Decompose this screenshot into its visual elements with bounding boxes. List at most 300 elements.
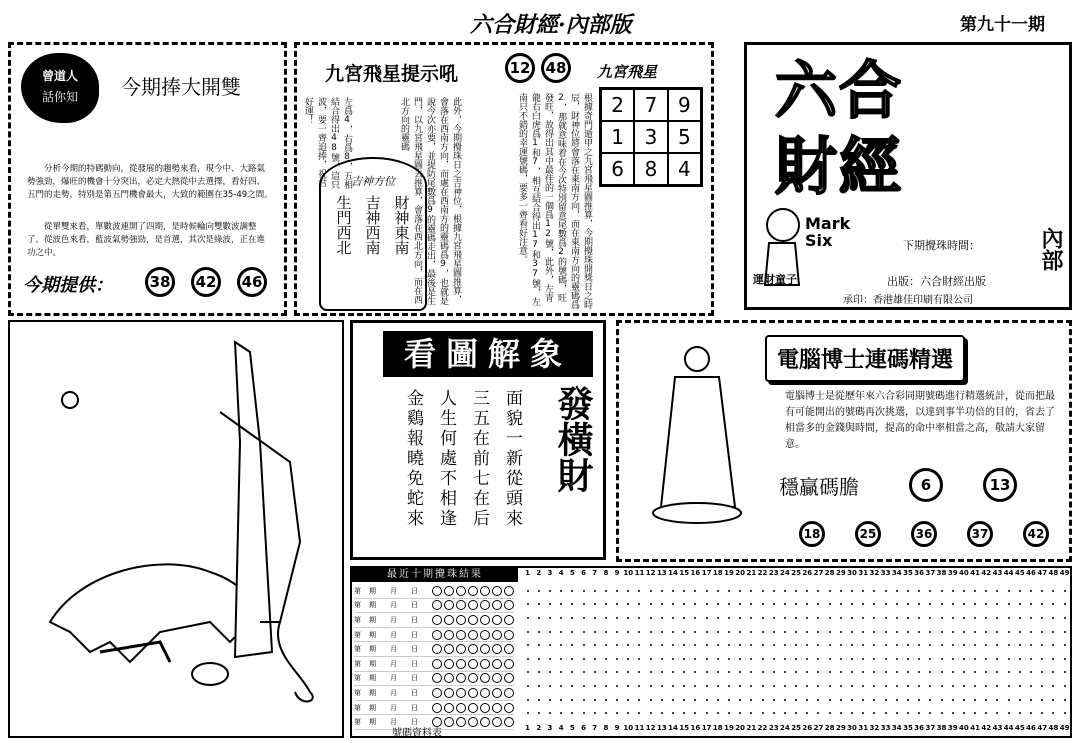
number-column-label: 12 <box>645 724 656 732</box>
row-column-label: 月 <box>390 659 397 668</box>
grid-dot <box>589 617 600 619</box>
grid-dot <box>1059 631 1070 633</box>
grid-dot-mark <box>627 685 629 687</box>
number-column-label: 42 <box>981 724 992 732</box>
row-column-label: 期 <box>369 601 376 610</box>
grid-dot <box>600 617 611 619</box>
grid-dot <box>623 699 634 701</box>
grid-dot <box>981 603 992 605</box>
grid-dot-mark <box>762 590 764 592</box>
number-ball: 13 <box>983 468 1017 502</box>
grid-dot-mark <box>795 617 797 619</box>
panel-riddle <box>350 320 606 560</box>
grid-dot <box>712 631 723 633</box>
grid-dot-mark <box>638 603 640 605</box>
grid-dot-mark <box>739 617 741 619</box>
empty-ball-circle <box>456 659 466 669</box>
grid-dot <box>824 603 835 605</box>
grid-dot-mark <box>996 644 998 646</box>
grid-dot <box>623 685 634 687</box>
number-column-label: 43 <box>992 569 1003 577</box>
grid-dot <box>1059 671 1070 673</box>
grid-dot-mark <box>806 603 808 605</box>
grid-dot-mark <box>941 712 943 714</box>
grid-dot <box>1048 590 1059 592</box>
number-column-label: 8 <box>603 569 609 577</box>
grid-dot <box>902 590 913 592</box>
grid-dot <box>936 658 947 660</box>
grid-dot-mark <box>650 590 652 592</box>
grid-dot <box>634 658 645 660</box>
grid-dot-mark <box>594 631 596 633</box>
empty-ball-circle <box>456 703 466 713</box>
grid-dot <box>902 603 913 605</box>
grid-dot <box>623 644 634 646</box>
grid-dot <box>723 671 734 673</box>
grid-dot-mark <box>907 685 909 687</box>
empty-ball-circle <box>492 586 502 596</box>
number-column-label: 15 <box>679 724 690 732</box>
grid-dot-mark <box>527 658 529 660</box>
grid-dot <box>869 644 880 646</box>
grid-dot-mark <box>885 617 887 619</box>
grid-dot <box>712 590 723 592</box>
number-column-label: 35 <box>903 724 913 732</box>
grid-cell: 7 <box>634 89 667 121</box>
grid-dot <box>1037 685 1048 687</box>
row-column-label: 期 <box>369 674 376 683</box>
number-column-label: 35 <box>903 569 913 577</box>
grid-dot <box>902 617 913 619</box>
row-label: 第 <box>354 674 361 683</box>
grid-dot <box>567 658 578 660</box>
grid-dot-mark <box>728 590 730 592</box>
number-column-label: 11 <box>634 724 645 732</box>
grid-dot-mark <box>885 699 887 701</box>
grid-dot <box>746 644 757 646</box>
grid-dot-mark <box>896 590 898 592</box>
grid-dot-mark <box>795 603 797 605</box>
grid-dot <box>992 603 1003 605</box>
grid-dot <box>1037 699 1048 701</box>
grid-dot-mark <box>773 699 775 701</box>
grid-dot <box>544 658 555 660</box>
grid-dot <box>858 685 869 687</box>
grid-dot-mark <box>605 603 607 605</box>
grid-dot-mark <box>638 631 640 633</box>
grid-dot <box>645 617 656 619</box>
grid-dot-mark <box>963 699 965 701</box>
grid-dot-mark <box>571 685 573 687</box>
row-column-label: 月 <box>390 718 397 727</box>
grid-dot-mark <box>829 631 831 633</box>
grid-dot-mark <box>974 644 976 646</box>
grid-dot <box>600 658 611 660</box>
grid-dot-mark <box>583 631 585 633</box>
grid-dot <box>589 603 600 605</box>
grid-dot <box>701 685 712 687</box>
grid-dot <box>802 699 813 701</box>
grid-dot <box>533 712 544 714</box>
grid-dot <box>858 671 869 673</box>
grid-dot <box>914 617 925 619</box>
grid-dot <box>779 644 790 646</box>
grid-dot-mark <box>963 671 965 673</box>
grid-dot <box>880 631 891 633</box>
grid-dot-mark <box>918 617 920 619</box>
row-column-label: 月 <box>390 703 397 712</box>
grid-dot-mark <box>907 699 909 701</box>
grid-dot <box>600 644 611 646</box>
grid-dot <box>914 685 925 687</box>
grid-dot <box>701 590 712 592</box>
grid-dot-mark <box>952 685 954 687</box>
grid-dot-mark <box>683 590 685 592</box>
empty-ball-circle <box>444 600 454 610</box>
grid-dot <box>712 685 723 687</box>
ball-circles <box>432 688 514 698</box>
grid-dot-mark <box>974 590 976 592</box>
grid-dot <box>858 631 869 633</box>
empty-ball-circle <box>492 703 502 713</box>
grid-dot <box>1037 658 1048 660</box>
grid-dot <box>925 631 936 633</box>
number-column-label: 49 <box>1059 724 1070 732</box>
grid-dot <box>567 631 578 633</box>
grid-dot-mark <box>762 685 764 687</box>
grid-dot-mark <box>907 603 909 605</box>
grid-dot <box>757 658 768 660</box>
grid-dot-mark <box>1064 603 1066 605</box>
grid-dot-mark <box>1008 590 1010 592</box>
grid-dot-mark <box>817 658 819 660</box>
grid-dot-mark <box>650 671 652 673</box>
riddle-verse: 金鷄報曉免蛇來 <box>403 389 423 529</box>
grid-dot-mark <box>862 590 864 592</box>
grid-row <box>522 666 1070 680</box>
grid-dot <box>567 603 578 605</box>
grid-dot-mark <box>1030 712 1032 714</box>
grid-dot-mark <box>885 658 887 660</box>
grid-dot <box>768 603 779 605</box>
steady-label: 穩贏碼膽 <box>779 475 859 499</box>
grid-dot <box>544 617 555 619</box>
table-row <box>354 686 514 701</box>
number-column-label: 6 <box>581 724 586 732</box>
grid-dot <box>735 617 746 619</box>
grid-dot <box>880 699 891 701</box>
grid-dot <box>612 685 623 687</box>
grid-dot-mark <box>985 631 987 633</box>
provide-balls <box>145 267 267 297</box>
grid-dot-mark <box>873 712 875 714</box>
grid-dot-mark <box>885 685 887 687</box>
grid-dot-mark <box>706 617 708 619</box>
grid-dot <box>712 658 723 660</box>
grid-dot-mark <box>527 590 529 592</box>
grid-dot-mark <box>873 617 875 619</box>
grid-dot-mark <box>1019 644 1021 646</box>
grid-dot-mark <box>571 712 573 714</box>
row-column-label: 月 <box>390 601 397 610</box>
grid-dot <box>634 671 645 673</box>
empty-ball-circle <box>504 688 514 698</box>
grid-dot-mark <box>739 631 741 633</box>
grid-dot-mark <box>941 590 943 592</box>
grid-dot-mark <box>862 631 864 633</box>
grid-dot <box>533 658 544 660</box>
grid-dot <box>958 590 969 592</box>
grid-dot <box>544 712 555 714</box>
grid-dot-mark <box>1030 658 1032 660</box>
empty-ball-circle <box>468 615 478 625</box>
grid-dot-mark <box>1030 590 1032 592</box>
grid-dot-mark <box>1019 603 1021 605</box>
grid-dot <box>1025 712 1036 714</box>
grid-dot-mark <box>650 644 652 646</box>
number-column-label: 34 <box>891 724 902 732</box>
empty-ball-circle <box>444 673 454 683</box>
grid-dot-mark <box>963 631 965 633</box>
number-column-label: 47 <box>1037 724 1048 732</box>
grid-dot-mark <box>661 644 663 646</box>
grid-dot-mark <box>1019 712 1021 714</box>
empty-ball-circle <box>504 630 514 640</box>
grid-dot-mark <box>829 712 831 714</box>
grid-dot-mark <box>750 658 752 660</box>
grid-dot-mark <box>1052 617 1054 619</box>
grid-dot <box>981 712 992 714</box>
grid-dot <box>902 685 913 687</box>
number-column-label: 46 <box>1026 724 1036 732</box>
grid-dot-mark <box>963 644 965 646</box>
grid-dot <box>1003 658 1014 660</box>
grid-dot-mark <box>1064 658 1066 660</box>
grid-dot <box>634 644 645 646</box>
grid-dot <box>958 658 969 660</box>
grid-dot <box>835 712 846 714</box>
grid-dot <box>791 590 802 592</box>
grid-dot <box>522 617 533 619</box>
grid-dot <box>936 631 947 633</box>
grid-cell: 6 <box>601 153 634 185</box>
grid-dot-mark <box>829 658 831 660</box>
number-column-label: 27 <box>813 724 824 732</box>
grid-dot-mark <box>795 671 797 673</box>
number-ball: 36 <box>911 521 937 547</box>
grid-dot <box>1014 685 1025 687</box>
grid-dot-mark <box>817 644 819 646</box>
grid-dot-mark <box>907 644 909 646</box>
grid-dot-mark <box>538 644 540 646</box>
grid-dot <box>1014 699 1025 701</box>
riddle-verse: 面貌一新從頭來 <box>502 389 522 529</box>
grid-dot <box>925 617 936 619</box>
grid-dot <box>556 631 567 633</box>
row-column-label: 日 <box>411 659 418 668</box>
grid-dot-mark <box>918 590 920 592</box>
grid-dot-mark <box>717 712 719 714</box>
number-column-label: 9 <box>614 569 620 577</box>
grid-dot <box>1048 671 1059 673</box>
grid-dot <box>746 631 757 633</box>
grid-dot-mark <box>929 644 931 646</box>
grid-dot-mark <box>538 685 540 687</box>
grid-dot-mark <box>952 658 954 660</box>
grid-dot <box>768 631 779 633</box>
grid-dot <box>768 671 779 673</box>
grid-dot <box>522 644 533 646</box>
grid-dot <box>835 631 846 633</box>
grid-dot <box>522 712 533 714</box>
grid-dot-mark <box>694 644 696 646</box>
grid-dot-mark <box>974 658 976 660</box>
grid-dot <box>791 699 802 701</box>
grid-dot <box>735 712 746 714</box>
grid-dot <box>947 631 958 633</box>
grid-dot-mark <box>717 699 719 701</box>
grid-dot-mark <box>907 617 909 619</box>
grid-dot <box>645 685 656 687</box>
grid-dot-mark <box>974 712 976 714</box>
results-title: 最近十期攪珠結果 <box>352 568 518 582</box>
grid-dot <box>925 685 936 687</box>
grid-dot <box>791 631 802 633</box>
grid-dot <box>869 590 880 592</box>
grid-dot <box>891 631 902 633</box>
row-column-label: 期 <box>369 703 376 712</box>
table-row <box>354 628 514 643</box>
grid-dot <box>556 617 567 619</box>
empty-ball-circle <box>444 703 454 713</box>
direction-item: 吉神西南 <box>363 195 382 255</box>
grid-dot-mark <box>840 712 842 714</box>
number-column-label: 31 <box>858 569 869 577</box>
grid-dot-mark <box>739 685 741 687</box>
grid-dot <box>1037 617 1048 619</box>
grid-dot-mark <box>605 590 607 592</box>
grid-dot <box>533 644 544 646</box>
grid-dot-mark <box>560 603 562 605</box>
grid-dot-mark <box>594 590 596 592</box>
grid-row <box>522 584 1070 598</box>
grid-dot <box>578 685 589 687</box>
grid-dot <box>578 603 589 605</box>
grid-dot <box>891 712 902 714</box>
grid-dot <box>679 712 690 714</box>
ball-circles <box>432 615 514 625</box>
grid-dot-mark <box>594 671 596 673</box>
number-ball: 18 <box>799 521 825 547</box>
grid-dot-mark <box>672 617 674 619</box>
grid-dot-mark <box>1030 699 1032 701</box>
row-column-label: 月 <box>390 688 397 697</box>
grid-dot-mark <box>638 712 640 714</box>
grid-dot <box>623 631 634 633</box>
ball-circles <box>432 644 514 654</box>
logo-big-chars: 六合財經 <box>775 54 904 203</box>
grid-dot-mark <box>795 685 797 687</box>
grid-dot-mark <box>706 644 708 646</box>
grid-dot-mark <box>817 712 819 714</box>
grid-dot <box>1014 658 1025 660</box>
grid-dot-mark <box>974 631 976 633</box>
number-column-label: 37 <box>925 724 936 732</box>
grid-dot <box>936 685 947 687</box>
grid-dot <box>835 644 846 646</box>
grid-dot <box>645 603 656 605</box>
grid-dot-mark <box>873 590 875 592</box>
grid-dot <box>589 658 600 660</box>
grid-dot-mark <box>638 671 640 673</box>
grid-dot-mark <box>985 699 987 701</box>
empty-ball-circle <box>480 703 490 713</box>
number-column-label: 24 <box>780 569 790 577</box>
grid-dot <box>735 603 746 605</box>
grid-dot <box>612 644 623 646</box>
grid-dot <box>835 603 846 605</box>
grid-dot-mark <box>952 631 954 633</box>
grid-dot <box>846 699 857 701</box>
grid-dot-mark <box>1019 631 1021 633</box>
grid-dot <box>1059 712 1070 714</box>
grid-dot <box>869 617 880 619</box>
grid-dot-mark <box>817 671 819 673</box>
mascot-tag: 運財童子 <box>753 273 797 286</box>
grid-dot-mark <box>583 644 585 646</box>
empty-ball-circle <box>456 644 466 654</box>
grid-dot-mark <box>840 631 842 633</box>
grid-dot <box>612 590 623 592</box>
grid-dot-mark <box>728 671 730 673</box>
row-column-label: 期 <box>369 630 376 639</box>
grid-dot <box>634 603 645 605</box>
grid-dot <box>656 644 667 646</box>
empty-ball-circle <box>468 630 478 640</box>
grid-dot-mark <box>885 590 887 592</box>
grid-dot <box>1059 644 1070 646</box>
grid-dot <box>645 671 656 673</box>
grid-dot-mark <box>873 658 875 660</box>
row-column-label: 日 <box>411 718 418 727</box>
grid-dot <box>656 685 667 687</box>
grid-dot <box>723 699 734 701</box>
empty-ball-circle <box>504 659 514 669</box>
row-column-label: 日 <box>411 601 418 610</box>
grid-dot <box>846 685 857 687</box>
number-column-label: 2 <box>536 569 542 577</box>
empty-ball-circle <box>492 688 502 698</box>
grid-dot-mark <box>605 699 607 701</box>
grid-row <box>522 679 1070 693</box>
grid-dot <box>891 617 902 619</box>
number-column-label: 48 <box>1048 724 1059 732</box>
grid-dot-mark <box>941 631 943 633</box>
grid-dot-mark <box>1030 685 1032 687</box>
grid-dot <box>556 603 567 605</box>
grid-dot-mark <box>996 603 998 605</box>
number-column-label: 4 <box>558 724 564 732</box>
grid-dot <box>925 671 936 673</box>
grid-cell: 2 <box>601 89 634 121</box>
grid-dot-mark <box>1041 603 1043 605</box>
grid-dot <box>813 685 824 687</box>
grid-dot-mark <box>627 617 629 619</box>
grid-dot <box>813 644 824 646</box>
number-column-label: 38 <box>936 724 947 732</box>
number-column-label: 47 <box>1037 569 1048 577</box>
grid-dot <box>690 631 701 633</box>
